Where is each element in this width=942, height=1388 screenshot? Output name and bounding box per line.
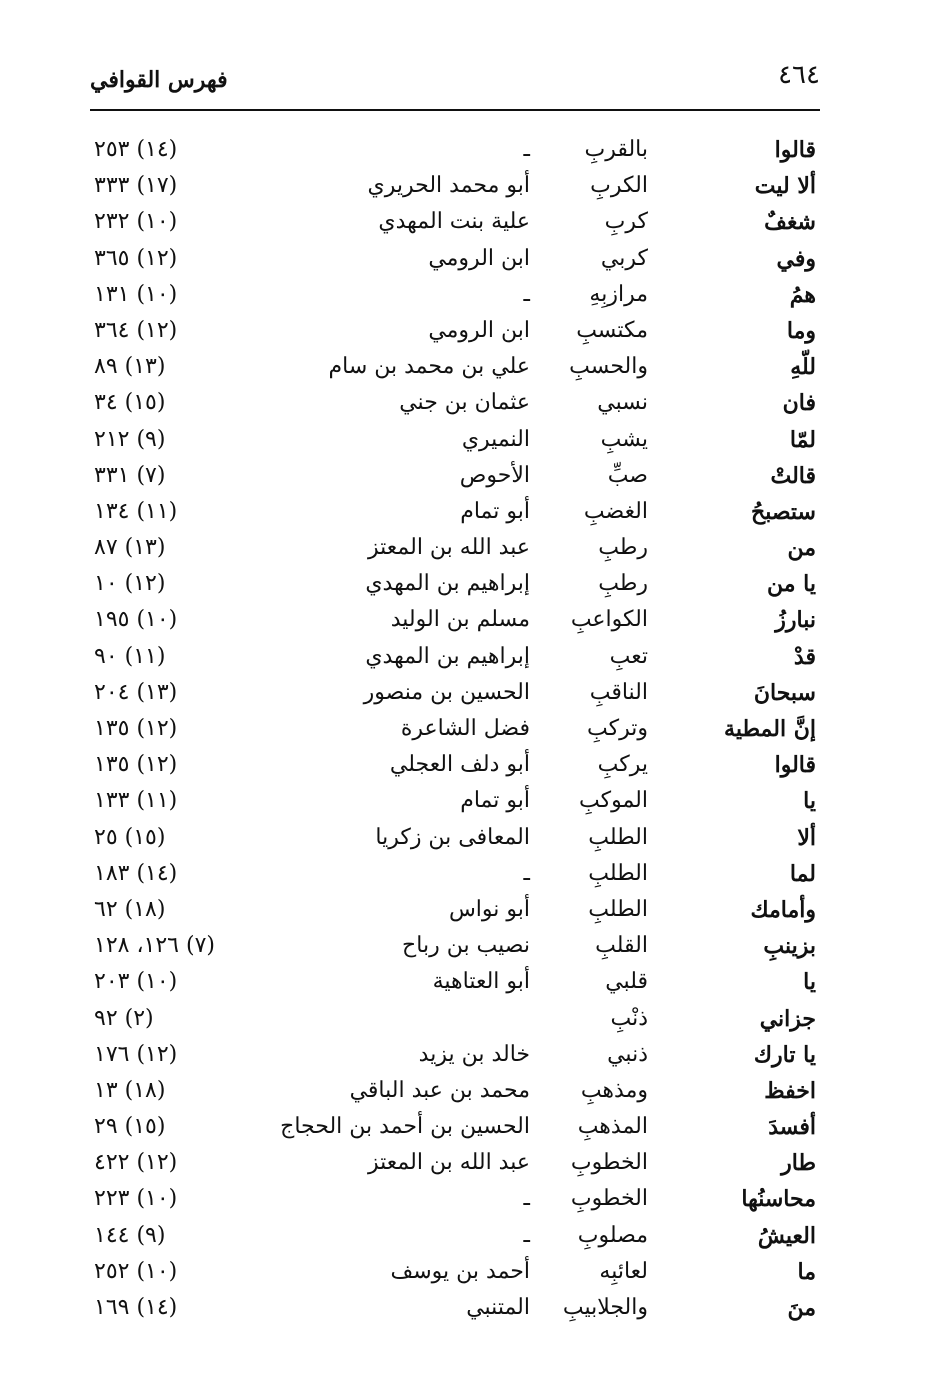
entry-first-word: يا: [803, 788, 816, 815]
entry-poet: أحمد بن يوسف: [390, 1258, 530, 1284]
entry-first-word: جزاني: [759, 1005, 816, 1032]
entry-rhyme-word: نسبي: [597, 390, 648, 416]
entry-reference: (١٥) ٢٥: [94, 824, 166, 850]
index-entry: [90, 856, 820, 892]
index-entry: [90, 494, 820, 530]
entry-rhyme-word: القلبِ: [595, 933, 648, 959]
entry-reference: (١٠) ١٣١: [94, 281, 178, 307]
entry-first-word: همُ: [789, 281, 816, 308]
entry-reference: (١٣) ٨٧: [94, 535, 166, 561]
entry-rhyme-word: وتركبِ: [587, 716, 648, 741]
index-entry: [90, 1145, 820, 1181]
entry-reference: (١٢) ١٠: [94, 571, 166, 597]
entry-reference: (١٣) ٨٩: [94, 354, 166, 380]
index-entry: [90, 132, 820, 168]
entry-rhyme-word: كربِ: [604, 209, 648, 235]
entry-first-word: قدْ: [793, 643, 816, 670]
index-entry: [90, 385, 820, 421]
entry-rhyme-word: الكربِ: [590, 173, 648, 199]
entry-first-word: وأمامك: [750, 896, 816, 923]
entry-poet: أبو العتاهية: [432, 969, 530, 995]
entry-reference: (١٢) ١٣٥: [94, 752, 178, 778]
index-entry: [90, 639, 820, 675]
entry-poet: محمد بن عبد الباقي: [349, 1077, 530, 1103]
entry-first-word: إنَّ المطية: [724, 716, 816, 742]
entry-rhyme-word: المذهبِ: [577, 1114, 648, 1140]
entry-poet: مسلم بن الوليد: [390, 607, 530, 633]
entry-poet: المعافى بن زكريا: [375, 824, 530, 850]
entry-reference: (٩) ١٤٤: [94, 1222, 166, 1248]
entry-rhyme-word: تعبِ: [609, 643, 648, 669]
entry-poet: إبراهيم بن المهدي: [365, 643, 530, 669]
entry-rhyme-word: رطبِ: [598, 535, 648, 561]
page-header: [90, 52, 820, 100]
entry-rhyme-word: كربي: [600, 245, 648, 271]
header-rule: [90, 109, 820, 111]
index-entry: [90, 458, 820, 494]
entry-rhyme-word: مصلوبِ: [577, 1222, 648, 1248]
entry-rhyme-word: ومذهبِ: [580, 1077, 648, 1103]
index-entry: [90, 1001, 820, 1037]
entry-poet: أبو محمد الحريري: [367, 173, 530, 199]
entry-first-word: اخفظ: [764, 1077, 816, 1104]
entry-rhyme-word: الخطوبِ: [570, 1150, 648, 1176]
entry-rhyme-word: ذنبي: [607, 1041, 648, 1067]
entry-reference: (١٥) ٢٩: [94, 1114, 166, 1140]
entry-poet: ـ: [523, 281, 530, 307]
entry-first-word: قالتْ: [770, 462, 816, 489]
index-entry: [90, 313, 820, 349]
entry-reference: (١١) ١٣٣: [94, 788, 178, 814]
entry-first-word: يا من: [766, 571, 816, 598]
entry-rhyme-word: والحسبِ: [569, 354, 648, 380]
entry-first-word: من: [787, 535, 816, 562]
entry-rhyme-word: الناقبِ: [589, 679, 648, 705]
entry-rhyme-word: الكواعبِ: [570, 607, 648, 633]
entry-reference: (٢) ٩٢: [94, 1005, 154, 1031]
entry-rhyme-word: يركبِ: [597, 752, 648, 778]
entry-rhyme-word: بالقربِ: [584, 137, 648, 162]
entry-rhyme-word: قلبي: [605, 969, 648, 995]
entry-rhyme-word: الموكبِ: [579, 788, 648, 814]
index-entry: [90, 1181, 820, 1217]
entry-rhyme-word: مكتسبِ: [576, 317, 648, 343]
entry-poet: علي بن محمد بن سام: [328, 354, 530, 380]
entry-reference: (١٠) ٢٥٢: [94, 1258, 178, 1284]
index-entry: [90, 711, 820, 747]
entry-poet: الأحوص: [459, 462, 530, 488]
entry-first-word: ألا ليت: [754, 173, 816, 200]
entry-poet: الحسين بن أحمد بن الحجاج: [280, 1114, 530, 1140]
entry-poet: أبو تمام: [460, 498, 530, 524]
entry-reference: (١١) ٩٠: [94, 643, 166, 669]
index-entry: [90, 675, 820, 711]
index-entry: [90, 168, 820, 204]
index-entries: [90, 132, 820, 1326]
entry-rhyme-word: لعائبِه: [599, 1258, 648, 1284]
entry-first-word: للّهِ: [790, 354, 816, 381]
entry-rhyme-word: يشبِ: [600, 426, 648, 452]
entry-rhyme-word: الغضبِ: [583, 498, 648, 524]
entry-reference: (١٧) ٣٣٣: [94, 173, 178, 199]
page-number: ٤٦٤: [778, 60, 820, 90]
entry-rhyme-word: الطلبِ: [588, 896, 648, 922]
entry-first-word: منَ: [787, 1295, 816, 1321]
entry-first-word: يا: [803, 969, 816, 996]
entry-poet: عبد الله بن المعتز: [368, 535, 530, 561]
entry-reference: (١٥) ٣٤: [94, 390, 166, 416]
entry-first-word: طار: [781, 1150, 816, 1177]
entry-reference: (٧) ٣٣١: [94, 462, 166, 488]
entry-poet: نصيب بن رباح: [402, 933, 530, 959]
entry-rhyme-word: الطلبِ: [588, 824, 648, 850]
entry-poet: ابن الرومي: [428, 317, 530, 343]
entry-poet: أبو نواس: [448, 896, 530, 922]
index-entry: [90, 928, 820, 964]
entry-poet: ـ: [523, 1186, 530, 1212]
entry-poet: ـ: [523, 1222, 530, 1248]
entry-first-word: قالوا: [774, 137, 816, 163]
entry-rhyme-word: والجلابيبِ: [562, 1295, 648, 1320]
entry-poet: خالد بن يزيد: [418, 1041, 530, 1067]
entry-reference: (١٨) ٦٢: [94, 896, 166, 922]
entry-rhyme-word: مرازبِهِ: [589, 281, 648, 307]
entry-rhyme-word: رطبِ: [598, 571, 648, 597]
entry-first-word: سبحانَ: [753, 679, 816, 706]
index-entry: [90, 1073, 820, 1109]
index-entry: [90, 349, 820, 385]
entry-first-word: ما: [797, 1258, 816, 1285]
index-entry: [90, 602, 820, 638]
entry-reference: (٧) ١٢٦، ١٢٨: [94, 933, 215, 959]
index-entry: [90, 1037, 820, 1073]
entry-poet: عثمان بن جني: [399, 390, 530, 416]
entry-reference: (١٤) ١٨٣: [94, 860, 178, 886]
entry-poet: المتنبي: [466, 1295, 530, 1320]
index-entry: [90, 820, 820, 856]
index-entry: [90, 566, 820, 602]
entry-poet: النميري: [461, 426, 530, 452]
entry-reference: (١٢) ٣٦٤: [94, 317, 178, 343]
index-entry: [90, 1290, 820, 1326]
index-entry: [90, 204, 820, 240]
entry-rhyme-word: صبِّ: [607, 462, 648, 488]
entry-poet: علية بنت المهدي: [378, 209, 530, 235]
entry-poet: ابن الرومي: [428, 245, 530, 271]
entry-first-word: فان: [782, 390, 816, 417]
index-entry: [90, 241, 820, 277]
index-entry: [90, 1218, 820, 1254]
entry-first-word: شغفٌ: [764, 209, 816, 236]
entry-first-word: ستصبحُ: [751, 498, 816, 525]
entry-first-word: وما: [786, 317, 816, 344]
entry-reference: (١١) ١٣٤: [94, 498, 178, 524]
entry-reference: (١٢) ١٣٥: [94, 716, 178, 741]
entry-reference: (١٣) ٢٠٤: [94, 679, 178, 705]
entry-rhyme-word: ذنْبِ: [610, 1005, 648, 1031]
index-entry: [90, 747, 820, 783]
entry-first-word: محاسنُها: [741, 1186, 816, 1213]
index-entry: [90, 783, 820, 819]
entry-poet: ـ: [523, 137, 530, 162]
entry-poet: أبو دلف العجلي: [389, 752, 530, 778]
entry-first-word: قالوا: [774, 752, 816, 779]
entry-reference: (١٠) ٢٢٣: [94, 1186, 178, 1212]
entry-first-word: العيشُ: [757, 1222, 816, 1249]
entry-first-word: بزينبِ: [763, 933, 816, 960]
entry-reference: (١٢) ٤٢٢: [94, 1150, 178, 1176]
entry-reference: (١٠) ١٩٥: [94, 607, 178, 633]
entry-poet: عبد الله بن المعتز: [368, 1150, 530, 1176]
entry-poet: الحسين بن منصور: [363, 679, 530, 705]
index-entry: [90, 1254, 820, 1290]
entry-first-word: وفي: [776, 245, 816, 272]
entry-first-word: ألا: [797, 824, 816, 851]
index-entry: [90, 422, 820, 458]
index-entry: [90, 530, 820, 566]
entry-first-word: أفسدَ: [768, 1114, 816, 1141]
running-title: فهرس القوافي: [90, 67, 228, 93]
entry-first-word: يا تارك: [753, 1041, 816, 1068]
entry-first-word: لمّا: [789, 426, 816, 453]
entry-reference: (٩) ٢١٢: [94, 426, 166, 452]
entry-reference: (١٢) ٣٦٥: [94, 245, 178, 271]
entry-first-word: لما: [789, 860, 816, 887]
entry-first-word: نبارزُ: [775, 607, 816, 634]
entry-rhyme-word: الخطوبِ: [570, 1186, 648, 1212]
entry-poet: أبو تمام: [460, 788, 530, 814]
index-entry: [90, 1109, 820, 1145]
index-entry: [90, 277, 820, 313]
entry-rhyme-word: الطلبِ: [588, 860, 648, 886]
entry-reference: (١٠) ٢٠٣: [94, 969, 178, 995]
entry-reference: (١٤) ٢٥٣: [94, 137, 178, 162]
entry-reference: (١٠) ٢٣٢: [94, 209, 178, 235]
entry-reference: (١٢) ١٧٦: [94, 1041, 178, 1067]
entry-poet: ـ: [523, 860, 530, 886]
entry-poet: إبراهيم بن المهدي: [365, 571, 530, 597]
entry-reference: (١٨) ١٣: [94, 1077, 166, 1103]
index-entry: [90, 892, 820, 928]
entry-poet: فضل الشاعرة: [400, 716, 530, 741]
entry-reference: (١٤) ١٦٩: [94, 1295, 178, 1320]
index-entry: [90, 964, 820, 1000]
